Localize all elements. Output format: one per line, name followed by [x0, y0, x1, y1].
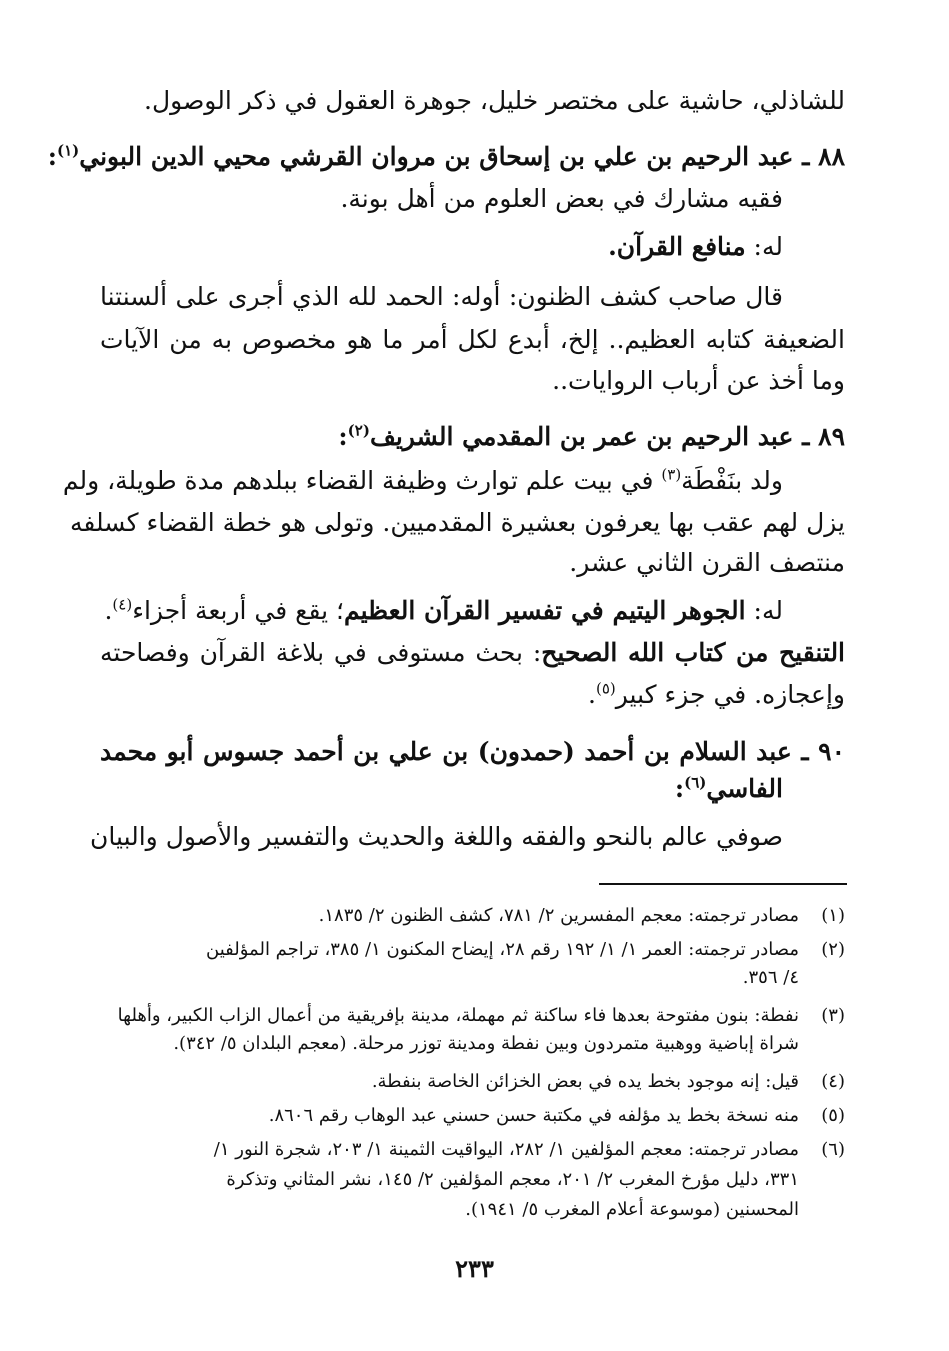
lahu-label: له: — [753, 596, 783, 625]
entry-name: الفاسي — [706, 774, 783, 803]
quote-line — [100, 280, 845, 314]
entry-number: ٩٠ ـ — [801, 737, 846, 766]
colon: : — [338, 422, 348, 451]
body-text: منتصف القرن الثاني عشر. — [569, 548, 845, 577]
footnote — [100, 1068, 845, 1096]
lahu-label: له: — [753, 232, 783, 261]
footnote — [100, 936, 845, 964]
quote-text: قال صاحب كشف الظنون: أوله: الحمد لله الذي أجرى على ألسنتنا — [100, 282, 783, 311]
footnote-text: ٤/ ٣٥٦. — [742, 967, 799, 988]
entry-heading-88 — [47, 140, 845, 174]
footnote-text: مصادر ترجمته: العمر ١/ ١/ ١٩٢ رقم ٢٨، إيضاح المكنون ١/ ٣٨٥، تراجم المؤلفين — [206, 939, 799, 960]
body-text: صوفي عالم بالنحو والفقه واللغة والحديث والتفسير والأصول والبيان — [90, 822, 783, 851]
footnote-cont — [100, 1030, 845, 1058]
entry-number: ٨٨ ـ — [802, 142, 845, 171]
footnote-number: (١) — [821, 905, 845, 926]
entry-heading-90-cont — [100, 772, 845, 806]
footnote — [100, 1002, 845, 1030]
works-line — [100, 230, 845, 264]
entry-number: ٨٩ ـ — [802, 422, 845, 451]
footnote-number: (٤) — [821, 1071, 845, 1092]
footnote-ref: (٥) — [595, 679, 616, 698]
entry-name: عبد الرحيم بن عمر بن المقدمي الشريف — [369, 422, 794, 451]
footnote-cont — [100, 1166, 845, 1194]
footnote-number: (٢) — [821, 939, 845, 960]
work-title: منافع القرآن. — [608, 232, 746, 261]
work-note: ؛ يقع في أربعة أجزاء — [132, 596, 344, 625]
footnote-text: شراة إباضية ووهبية متمردون وبين نفطة ومدينة توزر مرحلة. (معجم البلدان ٥/ ٣٤٢). — [173, 1033, 799, 1054]
body-line — [100, 546, 845, 580]
footnote-number: (٥) — [821, 1105, 845, 1126]
footnote — [100, 1136, 845, 1164]
body-text: يزل لهم عقب بها يعرفون بعشيرة المقدميين. وتولى هو خطة القضاء كسلفه — [69, 508, 845, 537]
body-line — [62, 464, 845, 498]
colon: : — [674, 774, 685, 803]
footnote-text: ٣٣١، دليل مؤرخ المغرب ٢/ ٢٠١، معجم المؤلفين ٢/ ١٤٥، نشر المثاني وتذكرة — [226, 1169, 799, 1190]
page-number: ٢٣٣ — [455, 1254, 494, 1283]
footnote-ref: (٦) — [684, 773, 707, 792]
work-title: التنقيح من كتاب الله الصحيح — [541, 638, 846, 667]
body-text: ولد بنَفْطَة — [681, 466, 783, 495]
footnote-text: منه نسخة بخط يد مؤلفه في مكتبة حسن حسني عبد الوهاب رقم ٨٦٠٦. — [268, 1105, 799, 1126]
footnote-ref: (٢) — [347, 421, 370, 440]
footnote-text: قيل: إنه موجود بخط يده في بعض الخزائن الخاصة بنفطة. — [371, 1071, 799, 1092]
footnote-separator — [599, 883, 847, 885]
footnote — [100, 1102, 845, 1130]
footnote-cont — [100, 1196, 845, 1224]
works-line: له: الجوهر اليتيم في تفسير القرآن العظيم؛ يقع في أربعة أجزاء$^{(٤)}$. — [104, 595, 783, 625]
continuation-text: للشاذلي، حاشية على مختصر خليل، جوهرة العقول في ذكر الوصول. — [144, 86, 845, 115]
body-text: في بيت علم توارث وظيفة القضاء ببلدهم مدة طويلة، ولم — [62, 466, 654, 495]
works-line — [100, 636, 845, 670]
colon: : — [47, 142, 57, 171]
work-note: : بحث مستوفى في بلاغة القرآن وفصاحته — [100, 638, 542, 667]
footnote-text: مصادر ترجمته: معجم المؤلفين ١/ ٢٨٢، اليواقيت الثمينة ١/ ٢٠٣، شجرة النور ١/ — [213, 1139, 799, 1160]
body-line — [90, 820, 845, 854]
quote-text: الضعيفة كتابه العظيم.. إلخ، أبدع لكل أمر ما هو مخصوص به من الآيات — [100, 325, 845, 354]
entry-name: عبد السلام بن أحمد (حمدون) بن علي بن أحمد جسوس أبو محمد — [100, 737, 792, 766]
quote-line — [100, 323, 845, 357]
footnote-number: (٦) — [821, 1139, 845, 1160]
footnote-number: (٣) — [821, 1005, 845, 1026]
entry-heading-90 — [100, 735, 845, 769]
footnote-text: المحسنين (موسوعة أعلام المغرب ٥/ ١٩٤١). — [465, 1199, 799, 1220]
footnote-cont — [100, 964, 845, 992]
footnote-text: نفطة: بنون مفتوحة بعدها فاء ساكنة ثم مهملة، مدينة بإفريقية من أعمال الزاب الكبير، وأهلها — [117, 1005, 799, 1026]
work-title: الجوهر اليتيم في تفسير القرآن العظيم — [343, 596, 746, 625]
footnote-text: مصادر ترجمته: معجم المفسرين ٢/ ٧٨١، كشف الظنون ٢/ ١٨٣٥. — [318, 905, 799, 926]
entry-heading-89 — [100, 420, 845, 454]
text-line — [100, 84, 845, 118]
entry-description — [100, 182, 845, 216]
footnote-ref: (٤) — [112, 595, 133, 614]
quote-line — [100, 364, 845, 398]
footnote-ref: (٣) — [661, 465, 682, 484]
body-line — [69, 506, 845, 540]
work-note: وإعجازه. في جزء كبير — [615, 680, 845, 709]
quote-text: وما أخذ عن أرباب الروايات.. — [552, 366, 845, 395]
footnote — [100, 902, 845, 930]
entry-name: عبد الرحيم بن علي بن إسحاق بن مروان القرشي محيي الدين البوني — [79, 142, 794, 171]
works-line: وإعجازه. في جزء كبير$^{(٥)}$. — [588, 679, 845, 709]
footnote-ref: (١) — [56, 141, 80, 160]
description-text: فقيه مشارك في بعض العلوم من أهل بونة. — [340, 184, 783, 213]
